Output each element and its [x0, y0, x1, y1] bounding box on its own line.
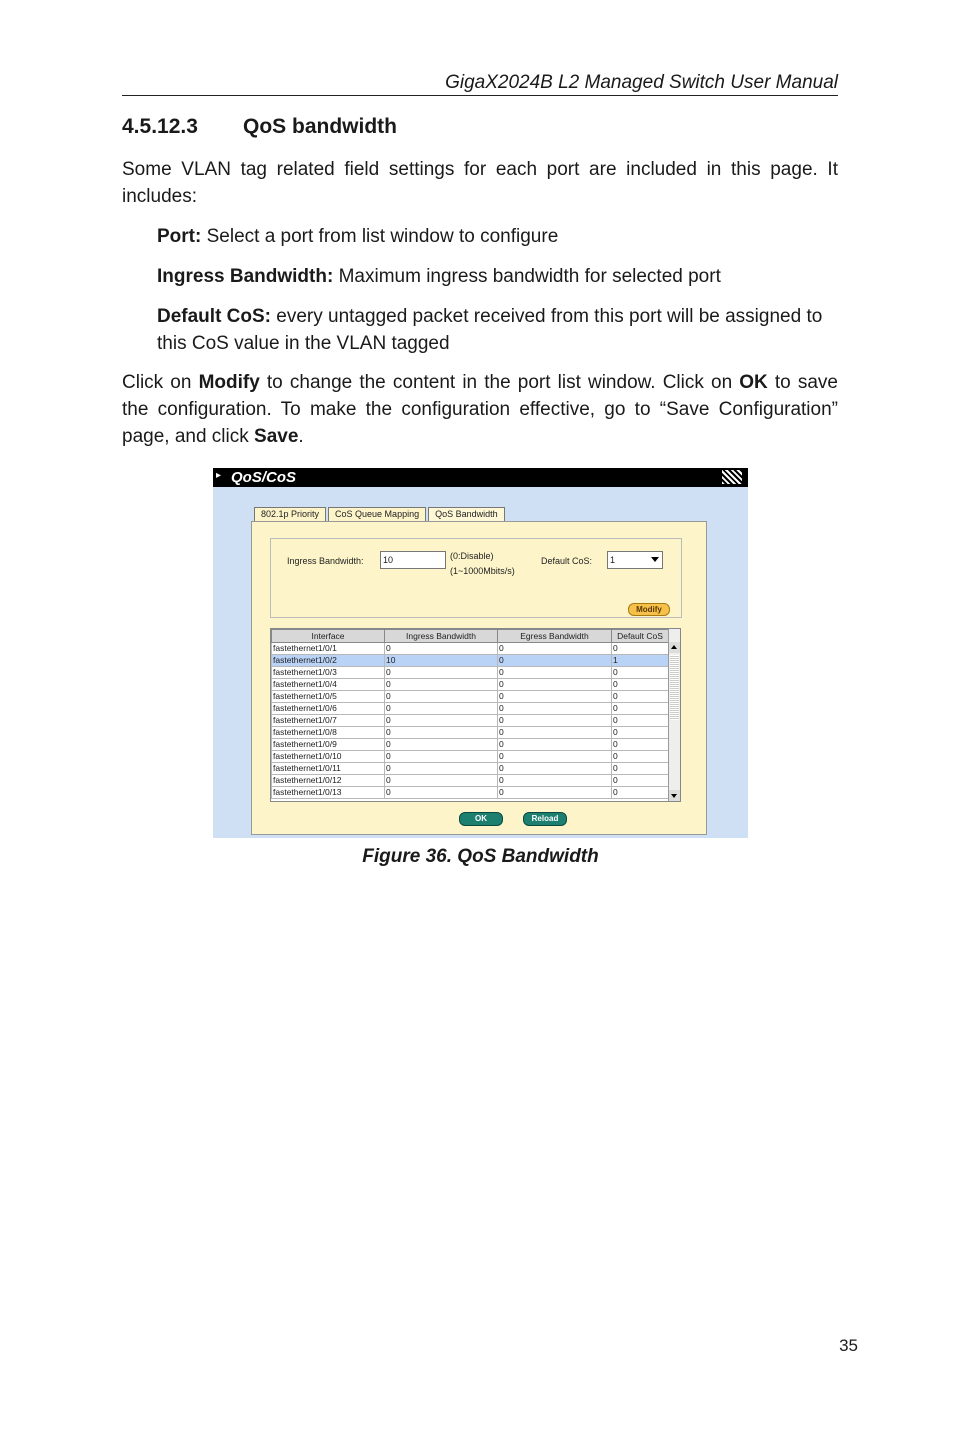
definition-ingress	[157, 263, 838, 290]
table-cell: 0	[612, 691, 669, 703]
table-cell: fastethernet1/0/4	[272, 679, 385, 691]
table-cell: fastethernet1/0/3	[272, 667, 385, 679]
table-cell: 0	[385, 667, 498, 679]
definition-text: Select a port from list window to configure	[201, 226, 559, 247]
definition-term: Default CoS:	[157, 306, 271, 327]
table-scrollbar[interactable]	[668, 629, 680, 801]
modify-button[interactable]: Modify	[628, 603, 670, 616]
table-cell: fastethernet1/0/1	[272, 643, 385, 655]
header-rule	[122, 95, 838, 96]
table-row[interactable]	[272, 655, 669, 667]
scroll-down-icon[interactable]	[669, 790, 680, 801]
table-cell: 0	[498, 751, 612, 763]
table-cell: 0	[498, 775, 612, 787]
reload-button[interactable]: Reload	[523, 812, 567, 826]
section-name: QoS bandwidth	[243, 115, 397, 138]
table-cell: 0	[385, 775, 498, 787]
ingress-bandwidth-label: Ingress Bandwidth:	[287, 556, 364, 566]
table-cell: fastethernet1/0/11	[272, 763, 385, 775]
instr-text: to change the content in the port list window. Click on	[259, 372, 740, 393]
table-cell: 0	[385, 751, 498, 763]
table-row[interactable]	[272, 739, 669, 751]
table-cell: 0	[385, 763, 498, 775]
column-header[interactable]: Default CoS	[612, 630, 669, 643]
table-cell: 0	[612, 679, 669, 691]
table-cell: 0	[385, 727, 498, 739]
definition-term: Port:	[157, 226, 202, 247]
table-cell: 0	[385, 679, 498, 691]
window-titlebar	[213, 468, 748, 487]
figure-caption: Figure 36. QoS Bandwidth	[362, 846, 599, 867]
section-number: 4.5.12.3	[122, 115, 198, 138]
table-row[interactable]	[272, 763, 669, 775]
window-title: QoS/CoS	[231, 469, 297, 486]
instr-bold: Save	[254, 426, 299, 447]
table-cell: 0	[498, 667, 612, 679]
tab-panel	[251, 521, 707, 835]
table-cell: 0	[612, 667, 669, 679]
ingress-hint-disable: (0:Disable)	[450, 551, 494, 561]
default-cos-select[interactable]	[607, 551, 663, 569]
default-cos-value: 1	[610, 555, 616, 565]
vendor-logo-icon	[722, 470, 742, 484]
section-title	[122, 115, 397, 139]
table-row[interactable]	[272, 667, 669, 679]
table-cell: 0	[612, 775, 669, 787]
table-cell: 0	[498, 763, 612, 775]
table-cell: 0	[612, 643, 669, 655]
table-cell: 0	[385, 643, 498, 655]
table-cell: 0	[498, 703, 612, 715]
tab-cos-queue-mapping[interactable]: CoS Queue Mapping	[328, 507, 426, 521]
table-cell: fastethernet1/0/5	[272, 691, 385, 703]
intro-paragraph: Some VLAN tag related field settings for each port are included in this page. It includes:	[122, 159, 838, 207]
table-cell: 0	[498, 787, 612, 799]
tab-qos-bandwidth[interactable]: QoS Bandwidth	[428, 507, 505, 521]
definition-term: Ingress Bandwidth:	[157, 266, 334, 287]
scroll-thumb[interactable]	[670, 655, 679, 720]
table-cell: 0	[385, 703, 498, 715]
ingress-hint-range: (1~1000Mbits/s)	[450, 566, 515, 576]
tab-8021p-priority[interactable]: 802.1p Priority	[254, 507, 326, 521]
table-header	[272, 630, 669, 643]
table-row[interactable]	[272, 703, 669, 715]
instr-bold: OK	[739, 372, 768, 393]
table-cell: fastethernet1/0/9	[272, 739, 385, 751]
table-cell: 0	[498, 679, 612, 691]
instr-bold: Modify	[198, 372, 260, 393]
table-cell: 0	[385, 739, 498, 751]
table-cell: 0	[385, 691, 498, 703]
table-cell: 0	[498, 643, 612, 655]
table-row[interactable]	[272, 691, 669, 703]
default-cos-label: Default CoS:	[541, 556, 593, 566]
table-cell: fastethernet1/0/10	[272, 751, 385, 763]
tab-bar	[254, 507, 507, 521]
qos-screenshot	[213, 468, 748, 838]
table-cell: fastethernet1/0/12	[272, 775, 385, 787]
settings-group	[270, 538, 682, 618]
table-cell: fastethernet1/0/8	[272, 727, 385, 739]
table-row[interactable]	[272, 751, 669, 763]
table-row[interactable]	[272, 727, 669, 739]
table-cell: 0	[612, 751, 669, 763]
port-list	[270, 628, 681, 802]
ingress-bandwidth-input[interactable]: 10	[380, 551, 446, 569]
table-row[interactable]	[272, 643, 669, 655]
table-body	[272, 643, 669, 799]
instr-text: to save the configuration. To make the configuration effective, go to “Save Configuration” page, and click	[122, 372, 838, 447]
table-cell: 0	[612, 763, 669, 775]
table-cell: 0	[385, 715, 498, 727]
table-cell: 10	[385, 655, 498, 667]
table-cell: 0	[498, 727, 612, 739]
chevron-down-icon	[651, 557, 659, 562]
definition-text: Maximum ingress bandwidth for selected port	[333, 266, 721, 287]
table-cell: fastethernet1/0/2	[272, 655, 385, 667]
table-cell: 0	[498, 739, 612, 751]
definition-port	[157, 223, 838, 250]
instructions-paragraph	[122, 369, 838, 450]
table-cell: 0	[612, 703, 669, 715]
table-cell: 0	[498, 655, 612, 667]
port-table	[271, 629, 669, 799]
definition-default-cos	[157, 303, 838, 357]
table-cell: fastethernet1/0/6	[272, 703, 385, 715]
table-cell: 0	[612, 727, 669, 739]
table-cell: 0	[498, 715, 612, 727]
column-header[interactable]: Ingress Bandwidth	[385, 630, 498, 643]
instr-text: Click on	[122, 372, 199, 393]
table-cell: 0	[612, 787, 669, 799]
table-row[interactable]	[272, 715, 669, 727]
scroll-up-icon[interactable]	[669, 642, 680, 653]
column-header[interactable]: Egress Bandwidth	[498, 630, 612, 643]
manual-header: GigaX2024B L2 Managed Switch User Manual	[445, 72, 838, 93]
table-cell: 0	[498, 691, 612, 703]
collapse-arrow-icon[interactable]: ▸	[216, 470, 222, 481]
ok-button[interactable]: OK	[459, 812, 503, 826]
table-row[interactable]	[272, 787, 669, 799]
table-cell: 0	[612, 739, 669, 751]
table-row[interactable]	[272, 775, 669, 787]
table-cell: 0	[612, 715, 669, 727]
table-cell: fastethernet1/0/13	[272, 787, 385, 799]
table-cell: fastethernet1/0/7	[272, 715, 385, 727]
table-cell: 0	[385, 787, 498, 799]
instr-text: .	[298, 426, 304, 447]
definition-text: every untagged packet received from this port will be assigned to this CoS value in the VLAN tagged	[157, 306, 823, 354]
column-header[interactable]: Interface	[272, 630, 385, 643]
page-number: 35	[839, 1336, 858, 1355]
table-cell: 1	[612, 655, 669, 667]
table-row[interactable]	[272, 679, 669, 691]
